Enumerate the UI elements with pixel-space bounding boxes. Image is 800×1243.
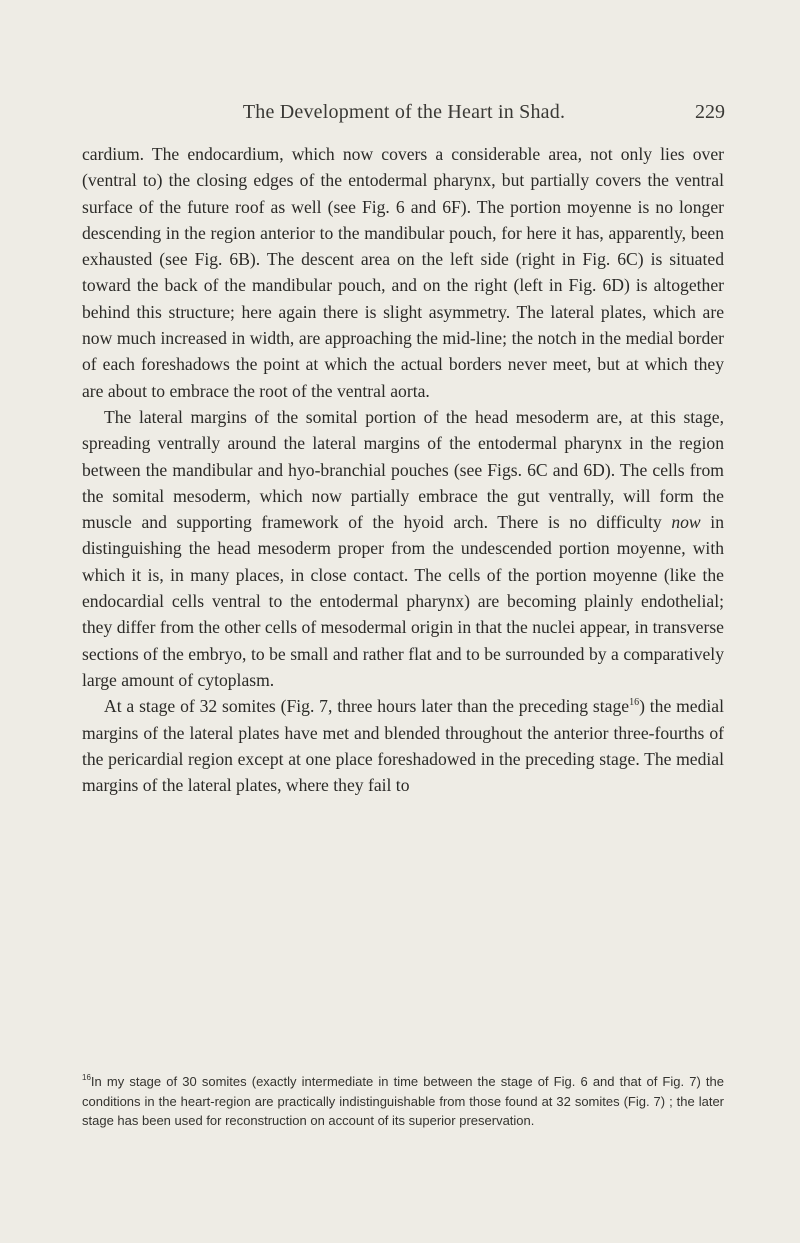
- footnote-reference: 16: [629, 697, 640, 709]
- paragraph-3: [82, 693, 724, 798]
- footnote-marker: 16: [82, 1073, 91, 1082]
- footnote: [82, 1072, 724, 1131]
- paragraph-3-text-b: ) the medial margins of the lateral plates have met and blended throughout the anterior three-fourths of the pericardial region except at one place foreshadowed in the preceding stage. The medial margins of the lateral plates, where they fail to: [82, 696, 724, 796]
- footnote-paragraph: [82, 1072, 724, 1131]
- paragraph-1: cardium. The endocardium, which now covers a considerable area, not only lies over (ventral to) the closing edges of the entodermal pharynx, but partially covers the ventral surface of the future roof as well (see Fig. 6 and 6F). The portion moyenne is no longer descending in the region anterior to the mandibular pouch, for here it has, apparently, been exhausted (see Fig. 6B). The descent area on the left side (right in Fig. 6C) is situated toward the back of the mandibular pouch, and on the right (left in Fig. 6D) is altogether behind this structure; here again there is slight asymmetry. The lateral plates, which are now much increased in width, are approaching the mid-line; the notch in the medial border of each foreshadows the point at which the actual borders never meet, but at which they are about to embrace the root of the ventral aorta.: [82, 144, 724, 401]
- footnote-text: In my stage of 30 somites (exactly intermediate in time between the stage of Fig. 6 and that of Fig. 7) the conditions in the heart-region are practically indistinguishable from those found at 32 somites (Fig. 7) ; the later stage has been used for reconstruction on account of its superior preservation.: [82, 1074, 724, 1129]
- paragraph-2-text-a: The lateral margins of the somital portion of the head mesoderm are, at this stage, spreading ventrally around the lateral margins of the entodermal pharynx in the region between the mandibular and hyo-branchial pouches (see Figs. 6C and 6D). The cells from the somital mesoderm, which now partially embrace the gut ventrally, will form the muscle and supporting framework of the hyoid arch. There is no difficulty: [82, 406, 724, 533]
- paragraph-2: [82, 404, 724, 693]
- body-text: [82, 141, 724, 798]
- running-head-title: The Development of the Heart in Shad.: [242, 101, 566, 123]
- paragraph-3-text-a: At a stage of 32 somites (Fig. 7, three hours later than the preceding stage: [104, 696, 630, 717]
- paragraph-2-italic-word: now: [671, 512, 701, 533]
- paragraph-2-text-b: in distinguishing the head mesoderm proper from the undescended portion moyenne, with which it is, in many places, in close contact. The cells of the portion moyenne (like the endocardial cells ventral to the entodermal pharynx) are becoming plainly endothelial; they differ from the other cells of mesodermal origin in that the nuclei appear, in transverse sections of the embryo, to be small and rather flat and to be surrounded by a comparatively large amount of cytoplasm.: [82, 512, 724, 690]
- page-number: 229: [695, 101, 725, 123]
